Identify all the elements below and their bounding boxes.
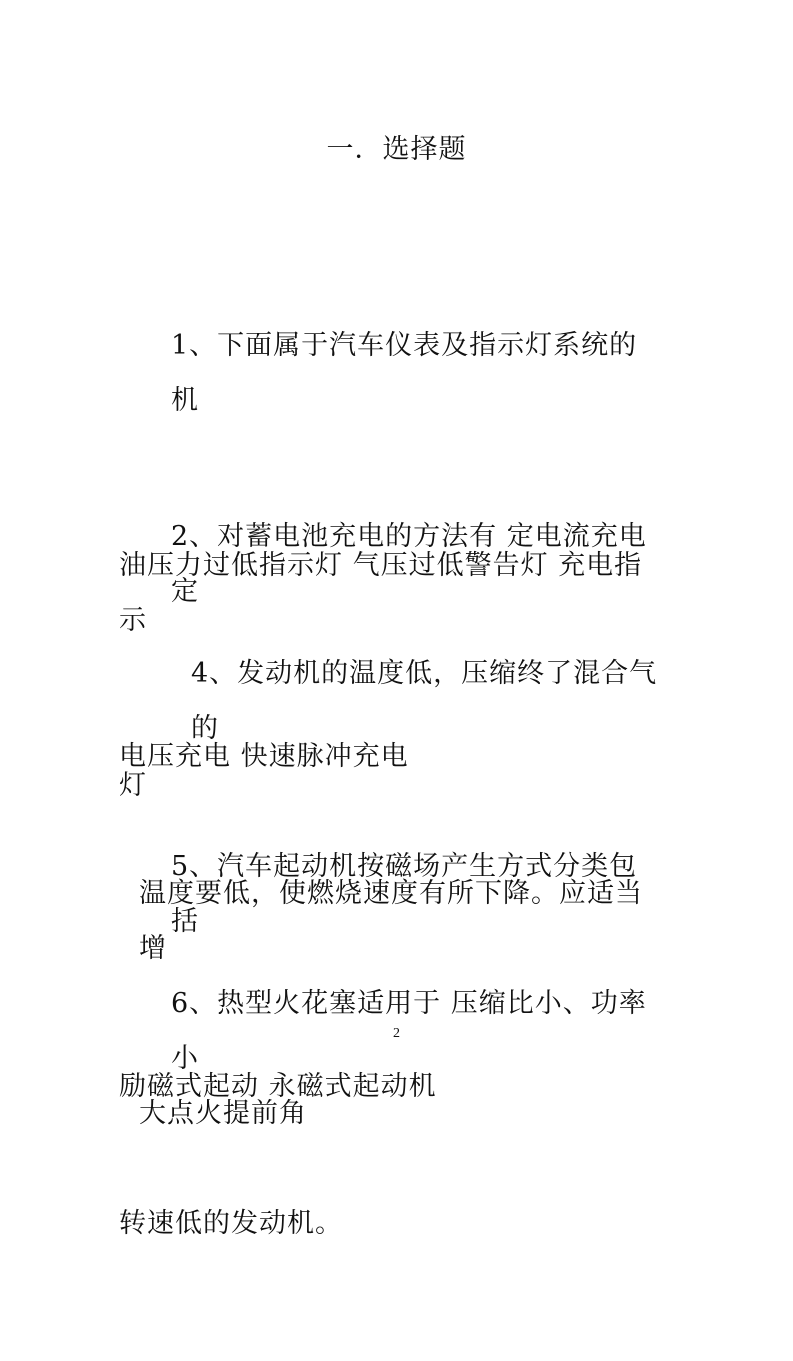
question-1-line-3: 灯 xyxy=(119,770,147,801)
question-1-line-2: 油压力过低指示灯 气压过低警告灯 充电指示 xyxy=(119,550,643,636)
question-4-line-3: 大点火提前角 xyxy=(139,1098,307,1129)
question-5-line-1: 5、汽车起动机按磁场产生方式分类包括 xyxy=(171,851,638,937)
question-6-line-1: 6、热型火花塞适用于 压缩比小、功率小 xyxy=(171,988,647,1074)
question-2-line-2: 电压充电 快速脉冲充电 xyxy=(119,741,409,772)
question-4-line-1: 4、发动机的温度低，压缩终了混合气的 xyxy=(191,658,658,744)
question-6-line-2: 转速低的发动机。 xyxy=(119,1208,343,1239)
section-title: 一．选择题 xyxy=(326,134,467,165)
question-1-line-1: 1、下面属于汽车仪表及指示灯系统的 机 xyxy=(171,330,647,416)
question-6 xyxy=(119,866,649,1361)
question-5-line-2: 励磁式起动 永磁式起动机 xyxy=(119,1071,437,1102)
page-number: 2 xyxy=(393,1026,400,1041)
question-2-line-1: 2、对蓄电池充电的方法有 定电流充电 定 xyxy=(171,521,657,607)
question-4-line-2: 温度要低，使燃烧速度有所下降。应适当增 xyxy=(139,878,643,964)
